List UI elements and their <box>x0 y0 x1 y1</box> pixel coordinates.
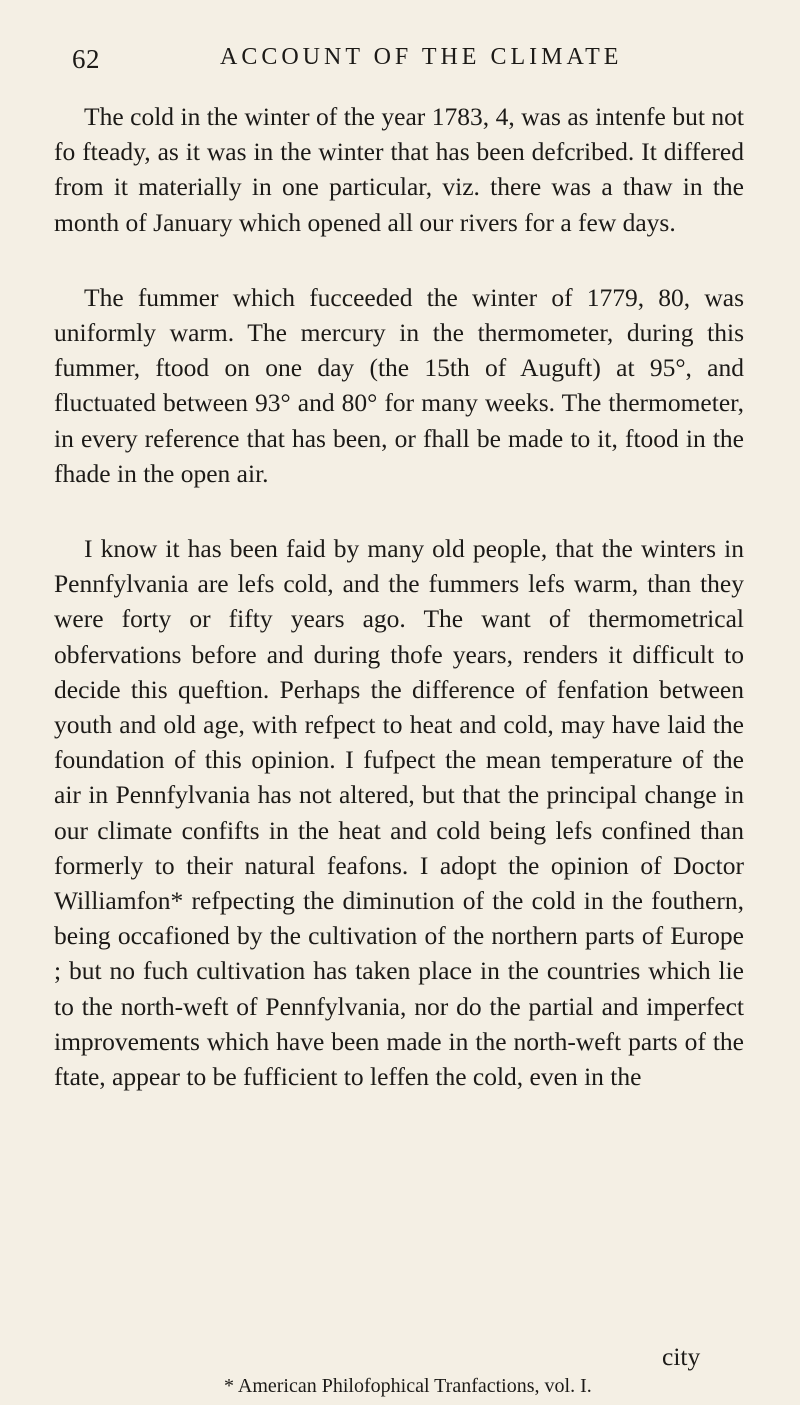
running-head: ACCOUNT OF THE CLIMATE <box>220 44 623 70</box>
page-header <box>70 30 735 80</box>
footnote: * American Philofophical Tranfactions, vol. I. <box>224 1375 592 1397</box>
paragraph-summer-1779: The fummer which fucceeded the winter of 1779, 80, was uniformly warm. The mercury in the thermometer, during this fummer, ftood on one day (the 15th of Auguft) at 95°, and fluctuated between 93° and 80° for many weeks. The thermometer, in every reference that has been, or fhall be made to it, ftood in the fhade in the open air. <box>54 282 744 488</box>
page-number: 62 <box>72 44 100 74</box>
catchword: city <box>662 1342 701 1371</box>
body-text <box>54 99 744 1094</box>
paragraph-climate-change: I know it has been faid by many old people, that the winters in Pennfylvania are lefs cold, and the fummers lefs warm, than they were forty or fifty years ago. The want of thermometrical obfervations before and during thofe years, renders it difficult to decide this queftion. Perhaps the difference of fenfation between youth and old age, with refpect to heat and cold, may have laid the foundation of this opinion. I fufpect the mean temperature of the air in Pennfylvania has not altered, but that the principal change in our climate confifts in the heat and cold being lefs confined than formerly to their natural feafons. I adopt the opinion of Doctor Williamfon* refpecting the diminution of the cold in the fouthern, being occafioned by the cultivation of the northern parts of Europe ; but no fuch cultivation has taken place in the countries which lie to the north-weft of Pennfylvania, nor do the partial and imperfect improvements which have been made in the north-weft parts of the ftate, appear to be fufficient to leffen the cold, even in the <box>54 534 744 1092</box>
paragraph-winter-1783: The cold in the winter of the year 1783, 4, was as intenfe but not fo fteady, as it was in the winter that has been defcribed. It differed from it materially in one particular, viz. there was a thaw in the month of January which opened all our rivers for a few days. <box>54 102 744 237</box>
